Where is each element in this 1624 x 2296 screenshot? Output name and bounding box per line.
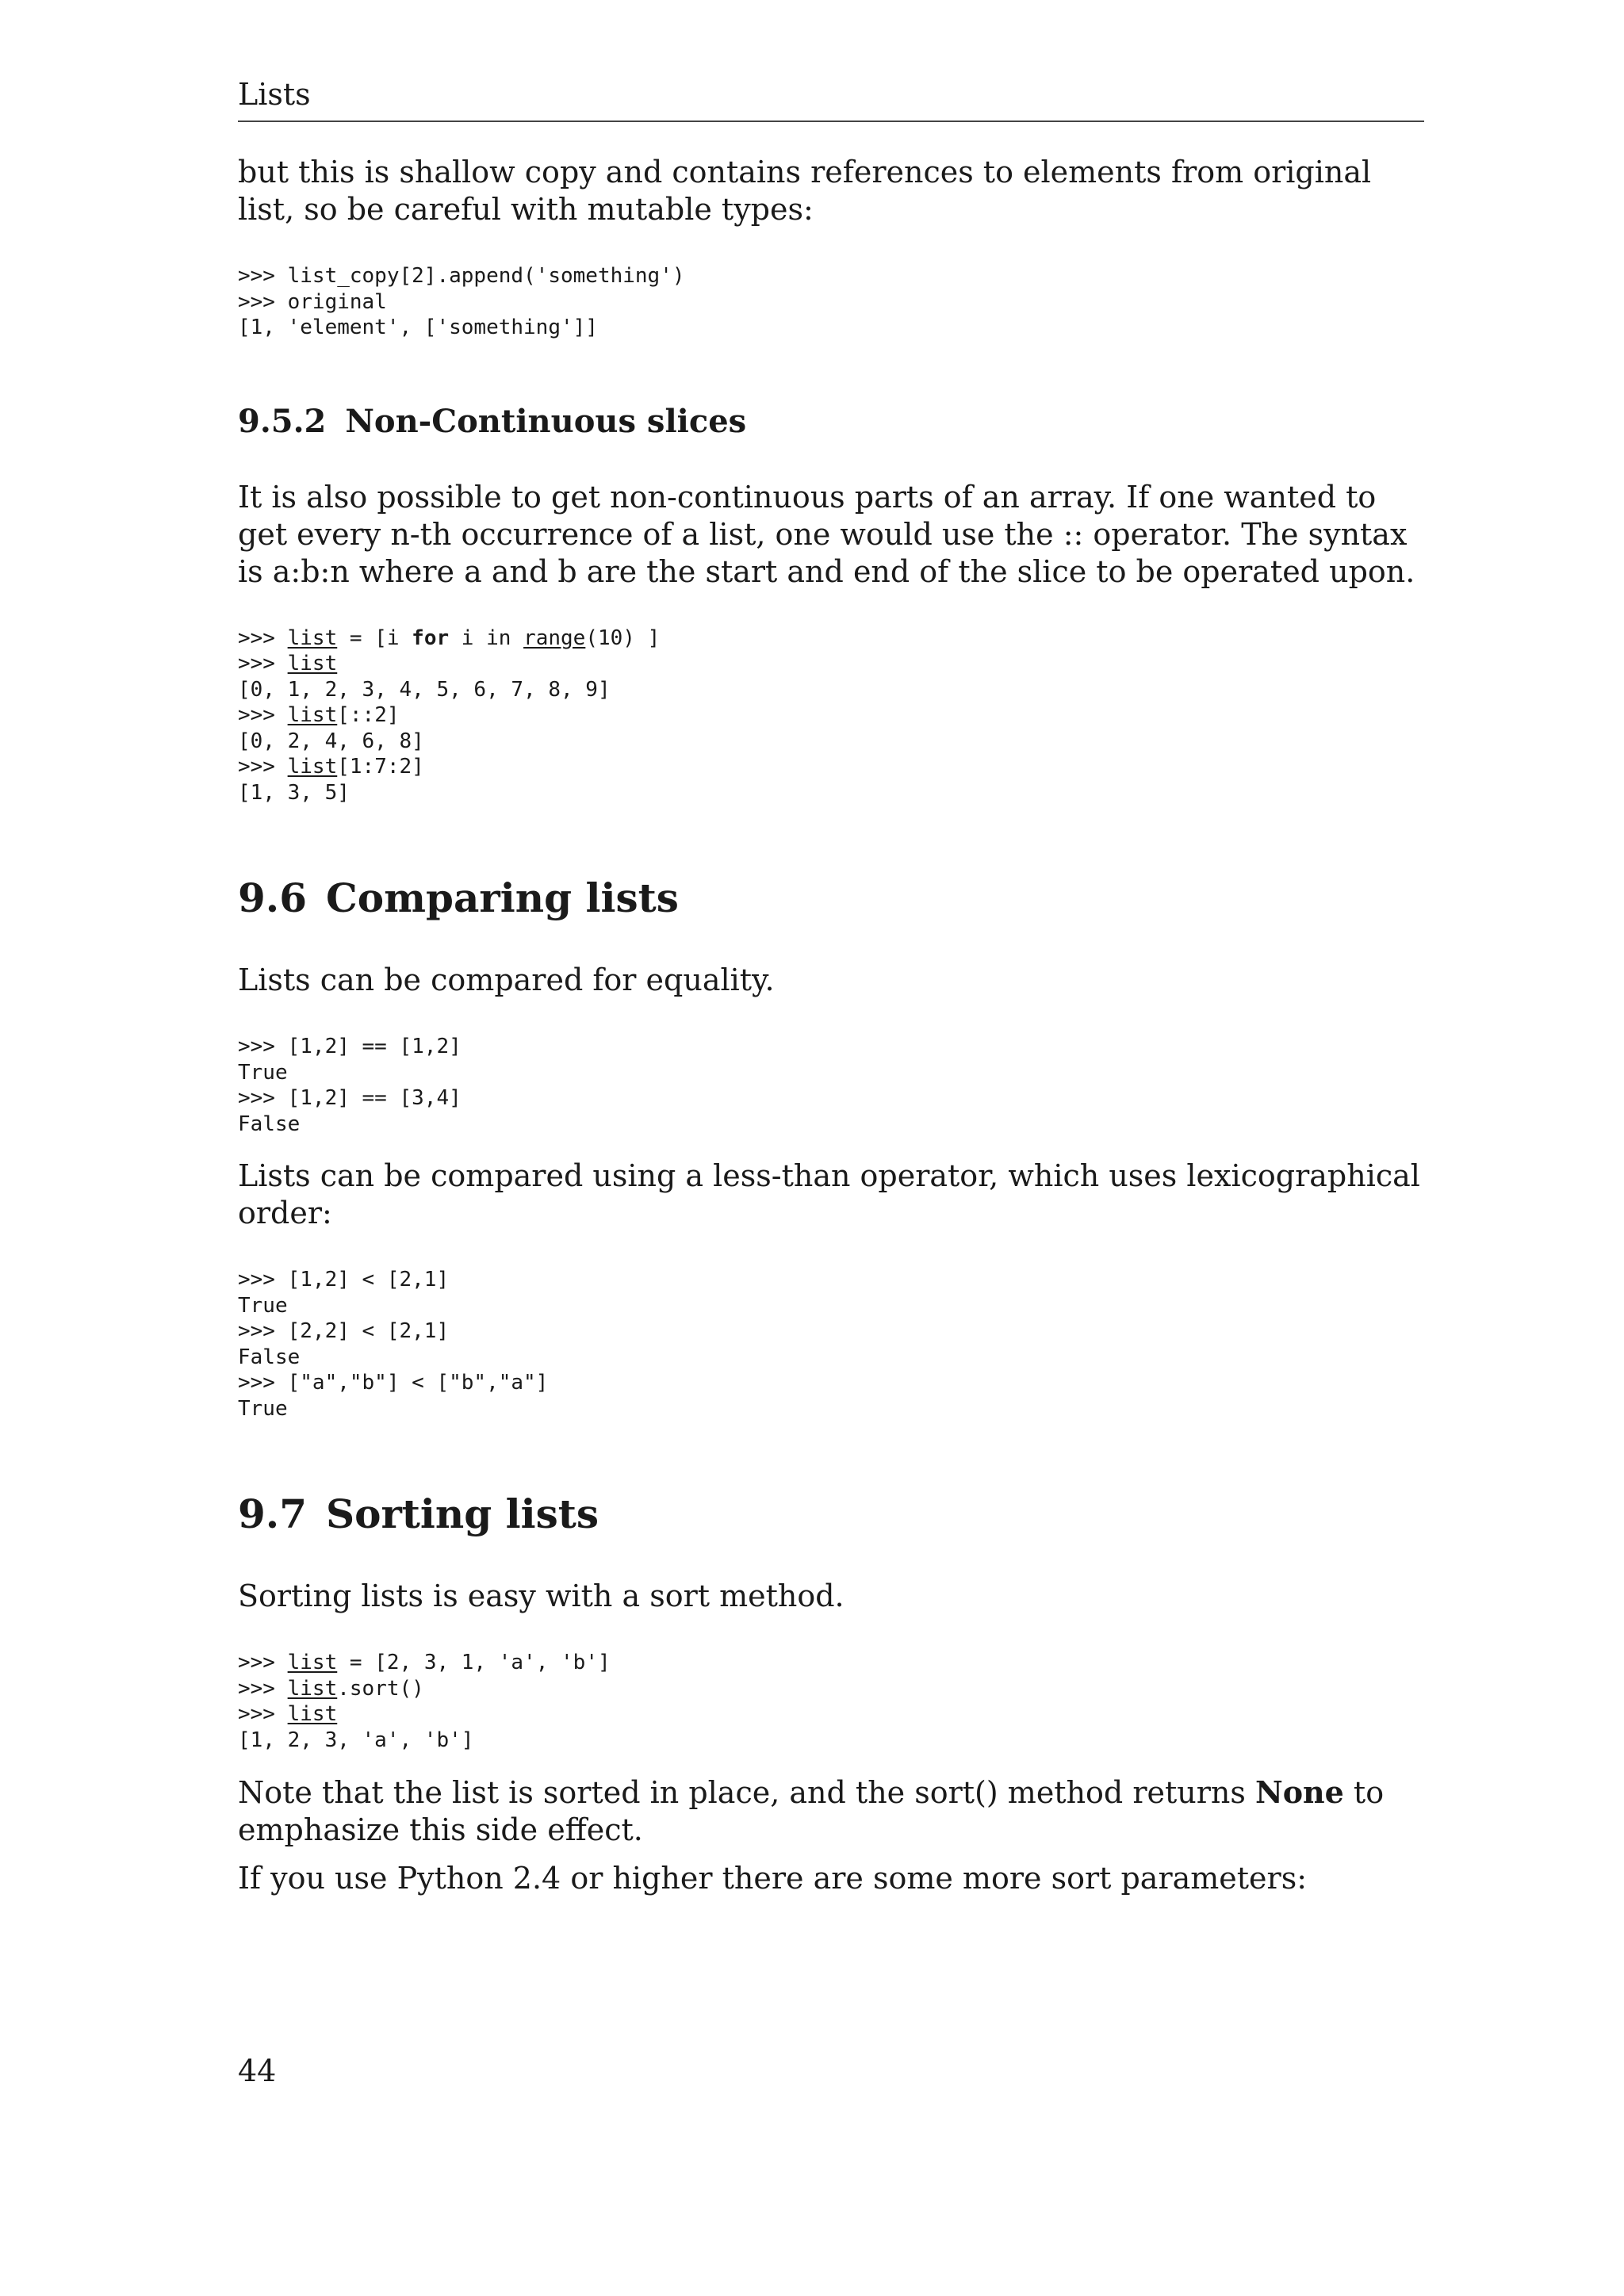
code-line: >>> original xyxy=(238,289,387,314)
code-line: >>> [2,2] < [2,1] xyxy=(238,1319,450,1343)
code-line: >>> list xyxy=(238,1702,338,1726)
section-title: Comparing lists xyxy=(326,874,679,921)
page-body xyxy=(238,79,1424,1897)
code-line: >>> list[::2] xyxy=(238,703,400,727)
code-block-slices xyxy=(238,626,1424,806)
code-line: >>> [1,2] == [3,4] xyxy=(238,1086,462,1110)
code-block-sort xyxy=(238,1650,1424,1753)
intro-paragraph: but this is shallow copy and contains references to elements from original list, so be careful with mutable types: xyxy=(238,155,1372,227)
code-line: >>> [1,2] == [1,2] xyxy=(238,1035,462,1058)
code-block-shallow-copy xyxy=(238,263,1424,341)
less-than-paragraph: Lists can be compared using a less-than operator, which uses lexicographical order: xyxy=(238,1158,1420,1230)
section-heading-9-5-2 xyxy=(238,402,1424,440)
sort-params-paragraph: If you use Python 2.4 or higher there are some more sort parameters: xyxy=(238,1861,1308,1896)
code-line: [1, 3, 5] xyxy=(238,780,350,805)
code-block-less-than xyxy=(238,1267,1424,1422)
code-line: >>> list[1:7:2] xyxy=(238,755,424,779)
code-line: >>> list.sort() xyxy=(238,1676,424,1701)
sorting-paragraph: Sorting lists is easy with a sort method. xyxy=(238,1578,845,1613)
code-line: [0, 1, 2, 3, 4, 5, 6, 7, 8, 9] xyxy=(238,677,611,702)
code-line: False xyxy=(238,1345,301,1369)
code-line: >>> [1,2] < [2,1] xyxy=(238,1268,450,1292)
none-keyword: None xyxy=(1254,1774,1344,1810)
section-heading-9-6 xyxy=(238,874,1424,921)
running-header: Lists xyxy=(238,79,1424,122)
code-line: True xyxy=(238,1060,288,1085)
code-line: [1, 'element', ['something']] xyxy=(238,316,598,339)
code-line: >>> list xyxy=(238,652,338,675)
slices-paragraph: It is also possible to get non-continuous parts of an array. If one wanted to get every n-th occurrence of a list, one would use the :: operator. The syntax is a:b:n where a and b are the start and end of the slice to be operated upon. xyxy=(238,479,1415,589)
section-number: 9.7 xyxy=(238,1490,307,1537)
sort-note-paragraph: Note that the list is sorted in place, and the sort() method returns None to emphasize this side effect. xyxy=(238,1774,1385,1847)
code-line: True xyxy=(238,1396,288,1421)
code-line: True xyxy=(238,1293,288,1318)
section-number: 9.5.2 xyxy=(238,402,327,440)
page-number: 44 xyxy=(238,2053,277,2088)
code-block-equality xyxy=(238,1034,1424,1137)
code-line: >>> ["a","b"] < ["b","a"] xyxy=(238,1371,549,1395)
code-line: >>> list_copy[2].append('something') xyxy=(238,264,685,288)
section-heading-9-7 xyxy=(238,1490,1424,1537)
code-line: >>> list = [i for i in range(10) ] xyxy=(238,626,661,650)
section-title: Sorting lists xyxy=(326,1490,599,1537)
section-number: 9.6 xyxy=(238,874,307,921)
code-line: >>> list = [2, 3, 1, 'a', 'b'] xyxy=(238,1651,611,1674)
section-title: Non-Continuous slices xyxy=(345,402,747,440)
code-line: [0, 2, 4, 6, 8] xyxy=(238,729,424,753)
code-line: False xyxy=(238,1112,301,1136)
equality-paragraph: Lists can be compared for equality. xyxy=(238,962,775,997)
code-line: [1, 2, 3, 'a', 'b'] xyxy=(238,1728,474,1752)
